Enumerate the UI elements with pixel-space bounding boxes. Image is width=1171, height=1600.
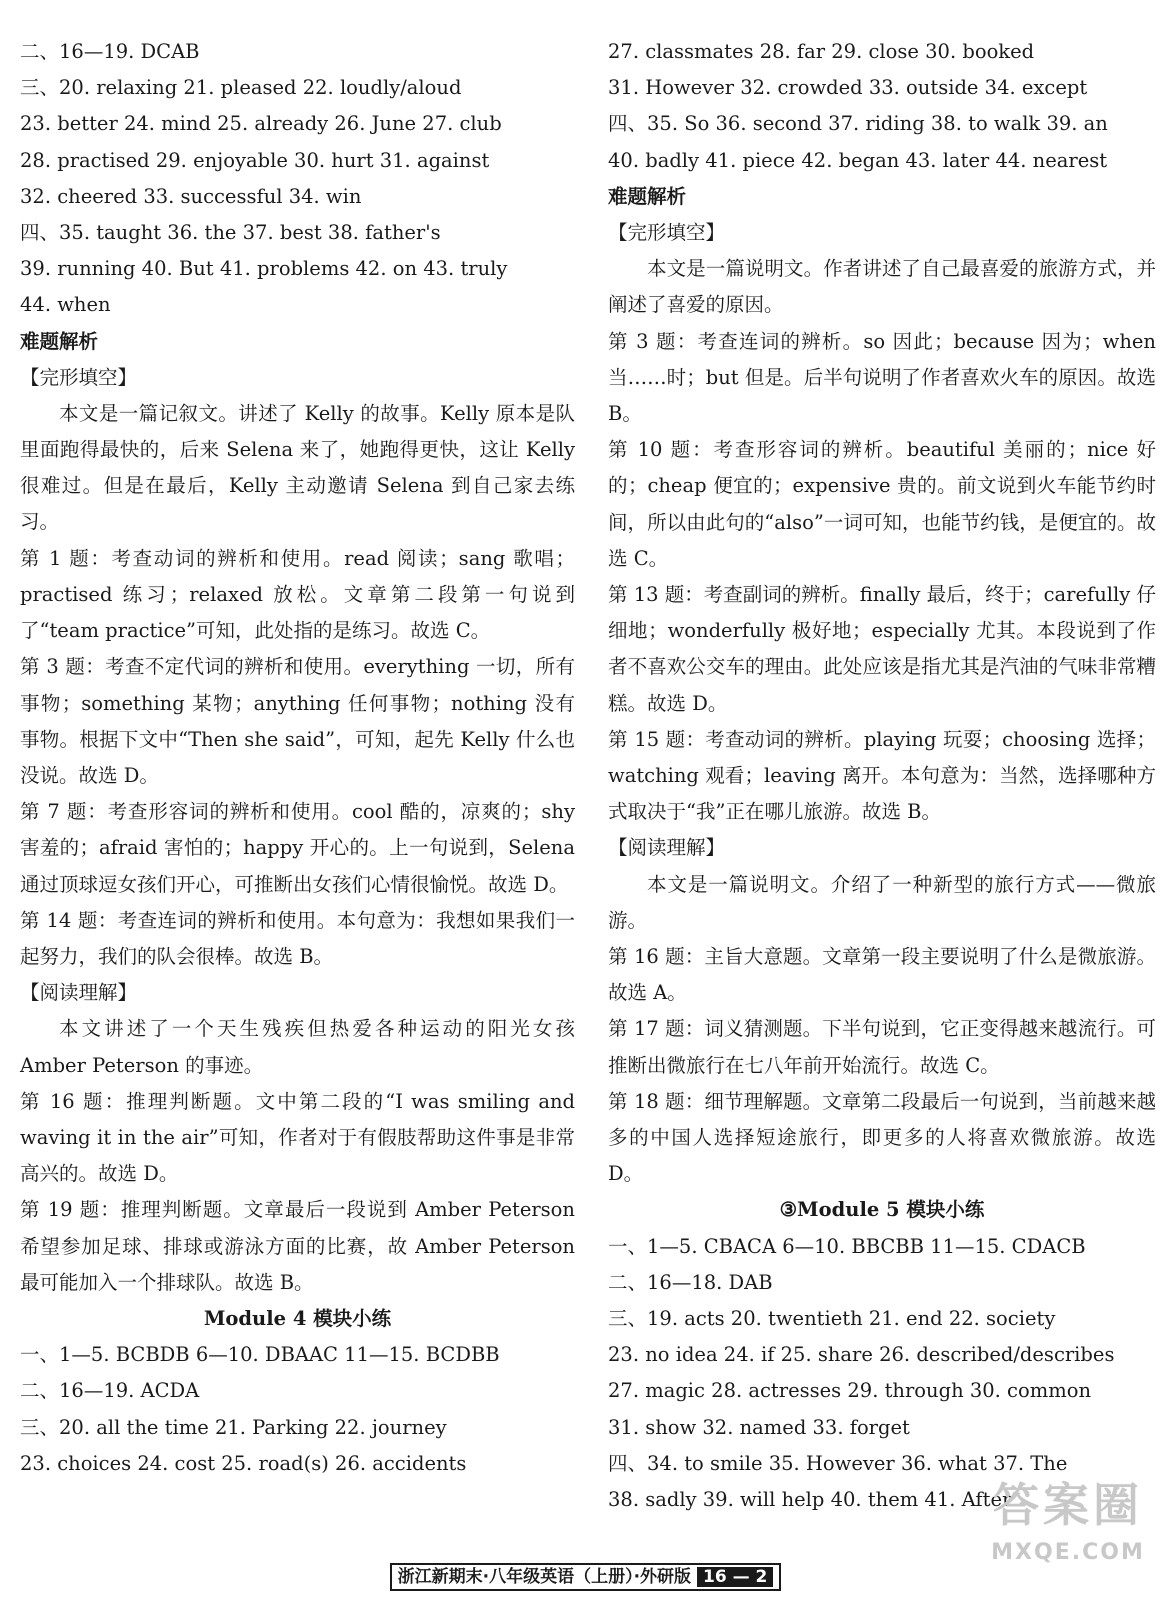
text-line: 23. better 24. mind 25. already 26. June 27. club (20, 112, 502, 136)
footer-box (390, 1563, 782, 1591)
text-line: 一、1—5. CBACA 6—10. BBCBB 11—15. CDACB (608, 1234, 1086, 1258)
text-line: 二、16—18. DAB (608, 1270, 773, 1294)
text-line: 【完形填空】 (608, 220, 726, 244)
text-line: 44. when (20, 293, 111, 317)
text-line: 【阅读理解】 (608, 836, 726, 860)
text-line: 31. show 32. named 33. forget (608, 1415, 910, 1439)
right-column (608, 34, 1156, 1518)
text-line: 四、34. to smile 35. However 36. what 37. The (608, 1451, 1068, 1475)
explanation-paragraph: 第 18 题：细节理解题。文章第二段最后一句说到，当前越来越多的中国人选择短途旅行，即更多的人将喜欢微旅游。故选 D。 (608, 1089, 1156, 1186)
module-heading: Module 4 模块小练 (203, 1306, 392, 1330)
explanation-paragraph: 第 16 题：推理判断题。文中第二段的“I was smiling and waving it in the air”可知，作者对于有假肢帮助这件事是非常高兴的。故选 D。 (20, 1089, 575, 1186)
summary-paragraph: 本文是一篇说明文。作者讲述了自己最喜爱的旅游方式，并阐述了喜爱的原因。 (608, 257, 1156, 317)
text-line: 三、19. acts 20. twentieth 21. end 22. society (608, 1306, 1056, 1330)
watermark-small: MXQE.COM (991, 1540, 1145, 1565)
footer-title: 浙江新期末·八年级英语（上册）·外研版 (397, 1567, 692, 1587)
watermark-logo (983, 1470, 1153, 1590)
explanation-paragraph: 第 3 题：考查连词的辨析。so 因此；because 因为；when 当……时；but 但是。后半句说明了作者喜欢火车的原因。故选 B。 (608, 329, 1156, 425)
section-heading: 难题解析 (608, 184, 687, 208)
text-line: 23. choices 24. cost 25. road(s) 26. accidents (20, 1451, 467, 1475)
explanation-paragraph: 第 17 题：词义猜测题。下半句说到，它正变得越来越流行。可推断出微旅行在七八年前开始流行。故选 C。 (608, 1017, 1156, 1077)
module-heading: ③Module 5 模块小练 (779, 1198, 985, 1222)
text-line: 四、35. taught 36. the 37. best 38. father's (20, 220, 441, 244)
footer-page-number: 16 — 2 (697, 1567, 773, 1587)
left-column (20, 34, 575, 1482)
explanation-paragraph: 第 16 题：主旨大意题。文章第一段主要说明了什么是微旅游。故选 A。 (608, 944, 1156, 1005)
explanation-paragraph: 第 1 题：考查动词的辨析和使用。read 阅读；sang 歌唱；practised 练习；relaxed 放松。文章第二段第一句说到了“team practice”可知，此处指的是练习。故选 C。 (20, 546, 575, 643)
explanation-paragraph: 第 10 题：考查形容词的辨析。beautiful 美丽的；nice 好的；cheap 便宜的；expensive 贵的。前文说到火车能节约时间，所以由此句的“also”一词可知，也能节约钱，是便宜的。故选 C。 (608, 438, 1156, 570)
text-line: 【阅读理解】 (20, 981, 138, 1005)
text-line: 27. magic 28. actresses 29. through 30. common (608, 1379, 1091, 1403)
explanation-paragraph: 第 7 题：考查形容词的辨析和使用。cool 酷的，凉爽的；shy 害羞的；afraid 害怕的；happy 开心的。上一句说到，Selena 通过顶球逗女孩们开心，可推断出女孩们心情很愉悦。故选 D。 (20, 800, 575, 896)
explanation-paragraph: 第 14 题：考查连词的辨析和使用。本句意为：我想如果我们一起努力，我们的队会很棒。故选 B。 (20, 908, 575, 968)
summary-paragraph: 本文讲述了一个天生残疾但热爱各种运动的阳光女孩 Amber Peterson 的事迹。 (20, 1017, 575, 1077)
text-line: 二、16—19. ACDA (20, 1379, 200, 1403)
text-line: 38. sadly 39. will help 40. them 41. After (608, 1487, 1012, 1511)
explanation-paragraph: 第 19 题：推理判断题。文章最后一段说到 Amber Peterson 希望参加足球、排球或游泳方面的比赛，故 Amber Peterson 最可能加入一个排球队。故选 B。 (20, 1198, 575, 1294)
text-line: 一、1—5. BCBDB 6—10. DBAAC 11—15. BCDBB (20, 1343, 500, 1367)
text-line: 【完形填空】 (20, 365, 138, 389)
text-line: 23. no idea 24. if 25. share 26. described/describes (608, 1343, 1115, 1367)
text-line: 31. However 32. crowded 33. outside 34. except (608, 76, 1088, 100)
watermark-big: 答案圈 (993, 1478, 1143, 1532)
text-line: 28. practised 29. enjoyable 30. hurt 31. against (20, 148, 490, 172)
text-line: 四、35. So 36. second 37. riding 38. to walk 39. an (608, 112, 1108, 136)
text-line: 32. cheered 33. successful 34. win (20, 184, 362, 208)
text-line: 三、20. all the time 21. Parking 22. journey (20, 1415, 447, 1439)
text-line: 39. running 40. But 41. problems 42. on 43. truly (20, 257, 508, 281)
text-line: 三、20. relaxing 21. pleased 22. loudly/aloud (20, 76, 462, 100)
explanation-paragraph: 第 3 题：考查不定代词的辨析和使用。everything 一切，所有事物；something 某物；anything 任何事物；nothing 没有事物。根据下文中“Then she said”，可知，起先 Kelly 什么也没说。故选 D。 (20, 655, 575, 787)
text-line: 二、16—19. DCAB (20, 40, 200, 63)
text-line: 27. classmates 28. far 29. close 30. booked (608, 40, 1035, 63)
explanation-paragraph: 第 15 题：考查动词的辨析。playing 玩耍；choosing 选择；watching 观看；leaving 离开。本句意为：当然，选择哪种方式取决于“我”正在哪儿旅游。故选 B。 (608, 727, 1156, 824)
text-line: 40. badly 41. piece 42. began 43. later 44. nearest (608, 148, 1108, 172)
summary-paragraph: 本文是一篇记叙文。讲述了 Kelly 的故事。Kelly 原本是队里面跑得最快的，后来 Selena 来了，她跑得更快，这让 Kelly 很难过。但是在最后，Kelly 主动邀请 Selena 到自己家去练习。 (20, 401, 575, 534)
summary-paragraph: 本文是一篇说明文。介绍了一种新型的旅行方式——微旅游。 (608, 872, 1156, 932)
explanation-paragraph: 第 13 题：考查副词的辨析。finally 最后，终于；carefully 仔细地；wonderfully 极好地；especially 尤其。本段说到了作者不喜欢公交车的理由。此处应该是指尤其是汽油的气味非常糟糕。故选 D。 (608, 582, 1156, 715)
section-heading: 难题解析 (20, 329, 99, 353)
